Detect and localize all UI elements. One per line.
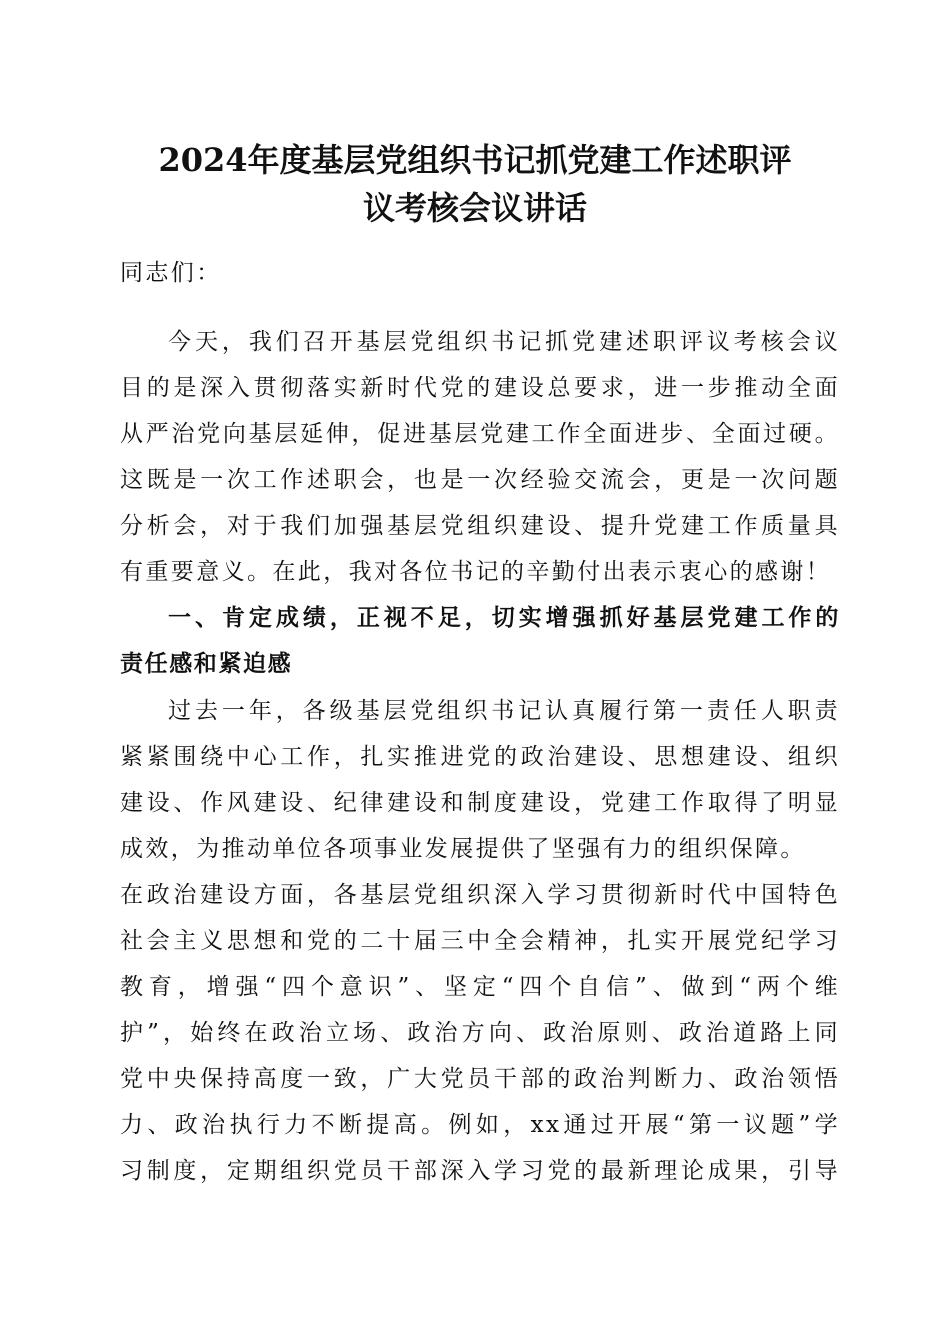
paragraph-line: 在政治建设方面，各基层党组织深入学习贯彻新时代中国特色 bbox=[120, 882, 840, 908]
section-heading: 一、肯定成绩，正视不足，切实增强抓好基层党建工作的 bbox=[168, 605, 840, 631]
paragraph-line: 教育，增强“四个意识”、坚定“四个自信”、做到“两个维 bbox=[120, 974, 840, 1000]
paragraph-line: 分析会，对于我们加强基层党组织建设、提升党建工作质量具 bbox=[120, 513, 840, 539]
salutation: 同志们： bbox=[120, 260, 222, 286]
section-heading-continued: 责任感和紧迫感 bbox=[120, 651, 293, 677]
paragraph-line: 紧紧围绕中心工作，扎实推进党的政治建设、思想建设、组织 bbox=[120, 744, 840, 770]
paragraph-line: 目的是深入贯彻落实新时代党的建设总要求，进一步推动全面 bbox=[120, 375, 840, 401]
paragraph-line: 党中央保持高度一致，广大党员干部的政治判断力、政治领悟 bbox=[120, 1066, 840, 1092]
paragraph-line: 社会主义思想和党的二十届三中全会精神，扎实开展党纪学习 bbox=[120, 928, 840, 954]
document-title-line-2: 议考核会议讲话 bbox=[362, 189, 587, 227]
paragraph-line: 成效，为推动单位各项事业发展提供了坚强有力的组织保障。 bbox=[120, 836, 806, 862]
paragraph-line: 力、政治执行力不断提高。例如，xx通过开展“第一议题”学 bbox=[120, 1112, 840, 1138]
paragraph-line: 今天，我们召开基层党组织书记抓党建述职评议考核会议 bbox=[168, 329, 840, 355]
paragraph-line: 有重要意义。在此，我对各位书记的辛勤付出表示衷心的感谢！ bbox=[120, 559, 832, 585]
paragraph-line: 护”，始终在政治立场、政治方向、政治原则、政治道路上同 bbox=[120, 1020, 840, 1046]
paragraph-line: 习制度，定期组织党员干部深入学习党的最新理论成果，引导 bbox=[120, 1158, 840, 1184]
paragraph-line: 从严治党向基层延伸，促进基层党建工作全面进步、全面过硬。 bbox=[120, 421, 840, 447]
document-title-line-1: 2024年度基层党组织书记抓党建工作述职评 bbox=[158, 141, 792, 179]
paragraph-line: 建设、作风建设、纪律建设和制度建设，党建工作取得了明显 bbox=[120, 790, 840, 816]
paragraph-line: 这既是一次工作述职会，也是一次经验交流会，更是一次问题 bbox=[120, 467, 840, 493]
paragraph-line: 过去一年，各级基层党组织书记认真履行第一责任人职责 bbox=[168, 698, 840, 724]
